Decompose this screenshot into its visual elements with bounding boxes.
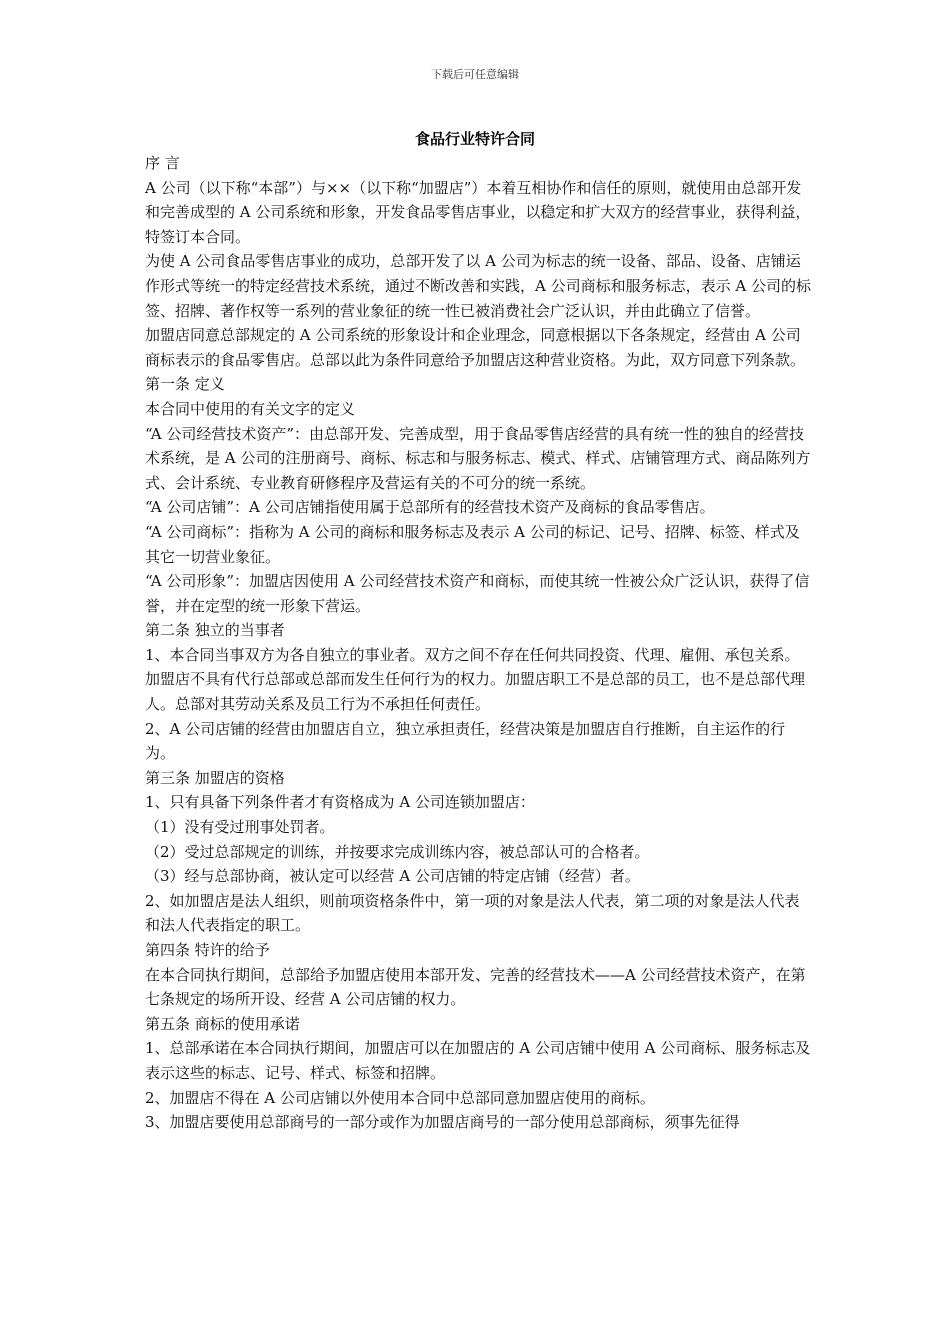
article-heading: 第三条 加盟店的资格	[145, 768, 285, 787]
paragraph: 本合同中使用的有关文字的定义	[145, 399, 356, 418]
list-item: （1）没有受过刑事处罚者。	[145, 818, 335, 837]
paragraph: 2、如加盟店是法人组织，则前项资格条件中，第一项的对象是法人代表，第二项的对象是法人代表和法人代表指定的职工。	[145, 891, 800, 935]
document-body	[145, 151, 813, 1135]
paragraph: 2、加盟店不得在 A 公司店铺以外使用本合同中总部同意加盟店使用的商标。	[145, 1088, 655, 1107]
article-heading: 第一条 定义	[145, 375, 225, 394]
paragraph: 1、只有具备下列条件者才有资格成为 A 公司连锁加盟店：	[145, 793, 535, 812]
list-item: （3）经与总部协商，被认定可以经营 A 公司店铺的特定店铺（经营）者。	[145, 867, 640, 886]
document-title: 食品行业特许合同	[414, 130, 535, 148]
paragraph: 2、A 公司店铺的经营由加盟店自立，独立承担责任，经营决策是加盟店自行推断，自主运作的行为。	[145, 719, 786, 763]
paragraph: “A 公司经营技术资产”：由总部开发、完善成型，用于食品零售店经营的具有统一性的独自的经营技术系统，是 A 公司的注册商号、商标、标志和与服务标志、模式、样式、店铺管理方式、商品陈列方式、会计系统、专业教育研修程序及营运有关的不可分的统一系统。	[145, 424, 811, 492]
paragraph: 1、总部承诺在本合同执行期间，加盟店可以在加盟店的 A 公司店铺中使用 A 公司商标、服务标志及表示这些的标志、记号、样式、标签和招牌。	[145, 1039, 811, 1082]
paragraph: A 公司（以下称“本部”）与××（以下称“加盟店”）本着互相协作和信任的原则，就使用由总部开发和完善成型的 A 公司系统和形象，开发食品零售店事业，以稳定和扩大双方的经营事业，获得利益，特签订本合同。	[145, 178, 811, 246]
paragraph: “A 公司商标”：指称为 A 公司的商标和服务标志及表示 A 公司的标记、记号、招牌、标签、样式及其它一切营业象征。	[145, 522, 800, 566]
article-heading: 第二条 独立的当事者	[145, 621, 285, 640]
article-heading: 第四条 特许的给予	[145, 941, 270, 959]
paragraph: 为使 A 公司食品零售店事业的成功，总部开发了以 A 公司为标志的统一设备、部品、设备、店铺运作形式等统一的特定经营技术系统，通过不断改善和实践，A 公司商标和服务标志，表示 A 公司的标签、招牌、著作权等一系列的营业象征的统一性已被消费社会广泛认识，并由此确立了信誉。	[145, 252, 811, 320]
article-heading: 第五条 商标的使用承诺	[145, 1014, 300, 1033]
paragraph: “A 公司形象”：加盟店因使用 A 公司经营技术资产和商标，而使其统一性被公众广泛认识，获得了信誉，并在定型的统一形象下营运。	[145, 572, 810, 615]
page-header: 下载后可任意编辑	[431, 68, 519, 81]
list-item: （2）受过总部规定的训练，并按要求完成训练内容，被总部认可的合格者。	[145, 842, 650, 861]
paragraph-preface-heading: 序 言	[145, 154, 180, 172]
paragraph: 3、加盟店要使用总部商号的一部分或作为加盟店商号的一部分使用总部商标，须事先征得	[145, 1113, 740, 1132]
paragraph: 1、本合同当事双方为各自独立的事业者。双方之间不存在任何共同投资、代理、雇佣、承包关系。加盟店不具有代行总部或总部而发生任何行为的权力。加盟店职工不是总部的员工，也不是总部代理人。总部对其劳动关系及员工行为不承担任何责任。	[145, 645, 806, 714]
paragraph: 在本合同执行期间，总部给予加盟店使用本部开发、完善的经营技术——A 公司经营技术资产，在第七条规定的场所开设、经营 A 公司店铺的权力。	[145, 965, 806, 1009]
paragraph: 加盟店同意总部规定的 A 公司系统的形象设计和企业理念，同意根据以下各条规定，经营由 A 公司商标表示的食品零售店。总部以此为条件同意给予加盟店这种营业资格。为此，双方同意下列条款。	[145, 326, 806, 369]
paragraph: “A 公司店铺”：A 公司店铺指使用属于总部所有的经营技术资产及商标的食品零售店。	[145, 498, 715, 517]
